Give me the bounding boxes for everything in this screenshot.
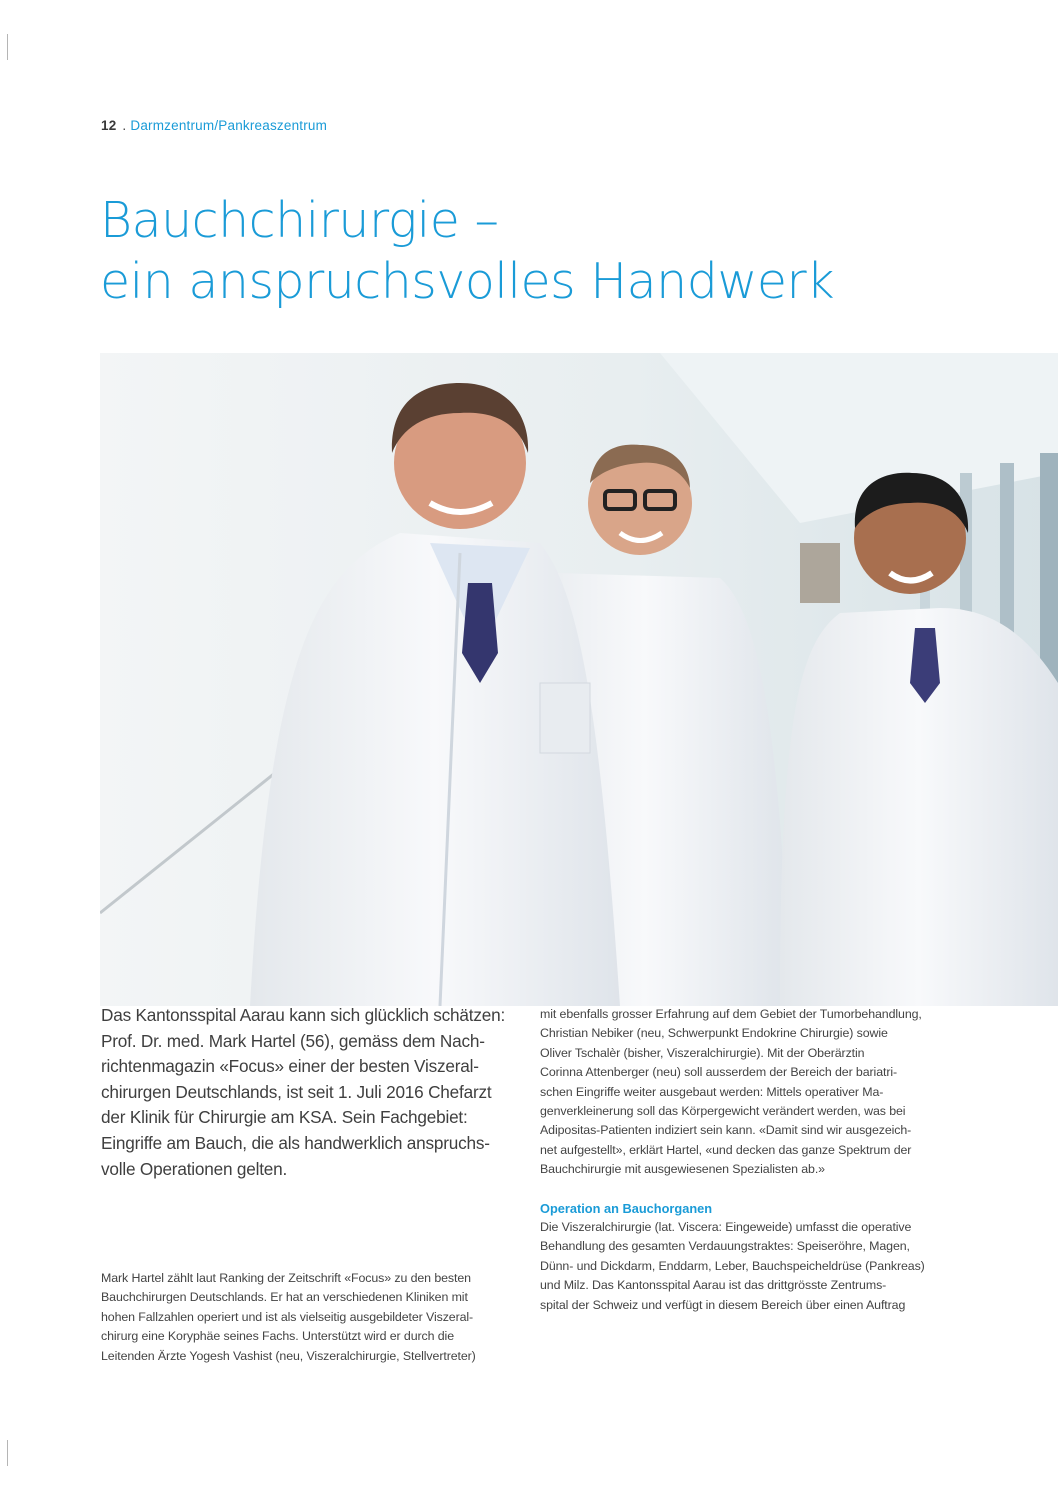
subheading: Operation an Bauchorganen: [540, 1200, 713, 1216]
body-line: Mark Hartel zählt laut Ranking der Zeitschrift «Focus» zu den besten: [101, 1271, 471, 1285]
body-line: Bauchchirurgie mit ausgewiesenen Spezialisten ab.»: [540, 1162, 825, 1177]
body-line: und Milz. Das Kantonsspital Aarau ist das drittgrösste Zentrums-: [540, 1278, 887, 1293]
body-line: chirurg eine Koryphäe seines Fachs. Unterstützt wird er durch die: [101, 1329, 454, 1344]
body-line: hohen Fallzahlen operiert und ist als vielseitig ausgebildeter Viszeral-: [101, 1309, 474, 1324]
crop-mark-top-left: [7, 34, 8, 60]
body-line: Adipositas-Patienten indiziert sein kann. «Damit sind wir ausgezeich-: [540, 1123, 912, 1138]
body-line: Oliver Tschalèr (bisher, Viszeralchirurgie). Mit der Oberärztin: [540, 1045, 865, 1060]
title-line-1: Bauchchirurgie –: [100, 192, 499, 249]
crop-mark-bottom-left: [7, 1440, 8, 1466]
header-separator: .: [122, 118, 127, 133]
lead-line: Prof. Dr. med. Mark Hartel (56), gemäss dem Nach-: [101, 1030, 485, 1051]
lead-line: Eingriffe am Bauch, die als handwerklich anspruchs-: [101, 1132, 490, 1153]
body-line: Behandlung des gesamten Verdauungstraktes: Speiseröhre, Magen,: [540, 1239, 910, 1254]
body-line: Leitenden Ärzte Yogesh Vashist (neu, Viszeralchirurgie, Stellvertreter): [101, 1348, 476, 1363]
running-header: [101, 118, 327, 133]
page-number: 12: [101, 118, 117, 133]
body-line: spital der Schweiz und verfügt in diesem Bereich über einen Auftrag: [540, 1297, 906, 1312]
page-title: [100, 190, 834, 312]
lead-line: richtenmagazin «Focus» einer der besten Viszeral-: [101, 1056, 479, 1077]
lead-paragraph: [101, 1003, 531, 1182]
body-line: Dünn- und Dickdarm, Enddarm, Leber, Bauchspeicheldrüse (Pankreas): [540, 1258, 925, 1273]
lead-line: der Klinik für Chirurgie am KSA. Sein Fachgebiet:: [101, 1107, 468, 1128]
body-line: genverkleinerung soll das Körpergewicht verändert werden, was bei: [540, 1104, 906, 1119]
hero-photo: [100, 353, 1058, 1006]
body-line: Corinna Attenberger (neu) soll ausserdem der Bereich der bariatri-: [540, 1065, 898, 1080]
lead-line: chirurgen Deutschlands, ist seit 1. Juli 2016 Chefarzt: [101, 1081, 492, 1102]
body-line: Bauchchirurgen Deutschlands. Er hat an verschiedenen Kliniken mit: [101, 1290, 468, 1305]
body-paragraph-left: [101, 1269, 521, 1366]
body-line: schen Eingriffe weiter ausgebaut werden: Mittels operativer Ma-: [540, 1084, 884, 1099]
right-column: [540, 1005, 970, 1315]
section-title: Darmzentrum/Pankreaszentrum: [130, 118, 328, 133]
body-line: Die Viszeralchirurgie (lat. Viscera: Eingeweide) umfasst die operative: [540, 1220, 912, 1235]
lead-line: volle Operationen gelten.: [101, 1158, 288, 1179]
body-line: mit ebenfalls grosser Erfahrung auf dem Gebiet der Tumorbehandlung,: [540, 1007, 922, 1021]
lead-line: Das Kantonsspital Aarau kann sich glücklich schätzen:: [101, 1005, 506, 1025]
body-line: Christian Nebiker (neu, Schwerpunkt Endokrine Chirurgie) sowie: [540, 1026, 888, 1041]
body-paragraph-right: [540, 1005, 970, 1180]
body-paragraph-right-2: [540, 1218, 970, 1315]
body-line: net aufgestellt», erklärt Hartel, «und decken das ganze Spektrum der: [540, 1142, 912, 1157]
title-line-2: ein anspruchsvolles Handwerk: [100, 253, 835, 310]
